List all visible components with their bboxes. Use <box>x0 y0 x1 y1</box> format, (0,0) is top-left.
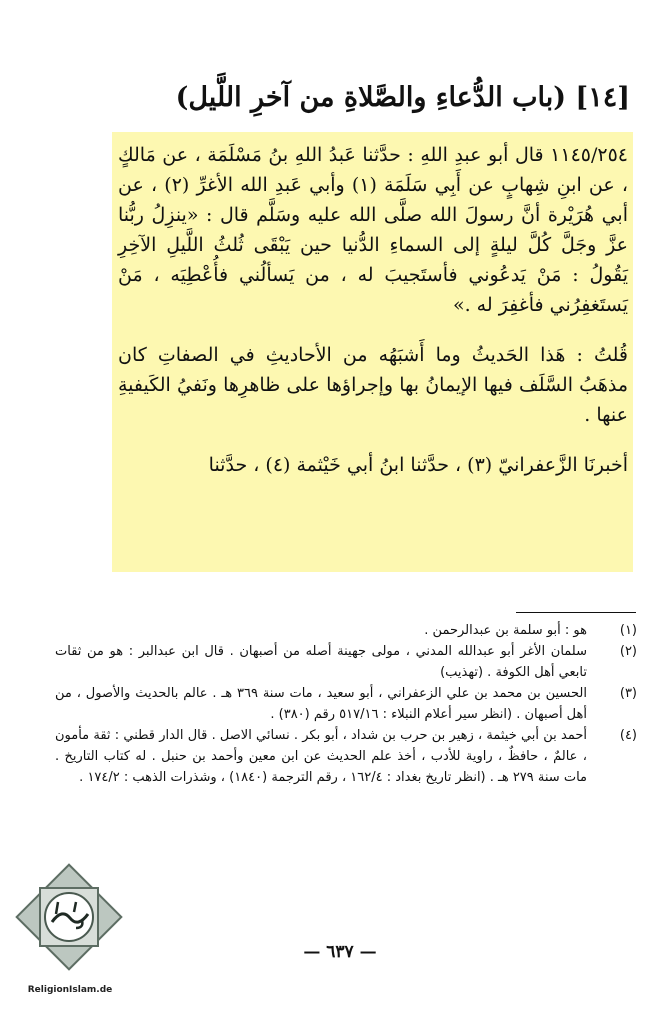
footnote <box>55 641 637 683</box>
footnote-number: (٣) <box>619 686 637 701</box>
footnote-text: سلمان الأغر أبو عبدالله المدني ، مولى جهينة أصله من أصبهان . قال ابن عبدالبر : هو من ثقات تابعي أهل الكوفة . (تهذيب) <box>55 644 587 680</box>
footnote <box>55 620 637 641</box>
footnote-separator <box>516 612 636 613</box>
footnote-text: أحمد بن أبي خيثمة ، زهير بن حرب بن شداد ، أبو بكر . نسائي الاصل . قال الدار قطني : ثقة مأمون ، عالمٌ ، حافظٌ ، راوية للأدب ، أخذ علم الحديث عن ابن معين وأحمد بن حنبل . له كتاب التاريخ . مات سنة ٢٧٩ هـ . (انظر تاريخ بغداد : ١٦٢/٤ ، رقم الترجمة (١٨٤٠) ، وشذرات الذهب : ١٧٤/٢ . <box>55 728 587 785</box>
logo-site-label: ReligionIslam.de <box>27 985 113 995</box>
footnote-number: (٢) <box>619 644 637 659</box>
footnote-number: (١) <box>619 623 637 638</box>
footnote-text: الحسين بن محمد بن علي الزعفراني ، أبو سعيد ، مات سنة ٣٦٩ هـ . عالم بالحديث والأصول ، من أهل أصبهان . (انظر سير أعلام النبلاء : ٥١٧/١٦ رقم (٣٨٠) . <box>55 686 587 722</box>
footnote-number: (٤) <box>619 728 637 743</box>
author-comment: قُلتُ : هَذا الحَديثُ وما أَشبَهُه من الأحاديثِ في الصفاتِ كان مذهَبُ السَّلَف فيها الإيمانُ بها وإجراؤها على ظاهرِها ونَفيُ الكَيفيةِ عنها . <box>118 344 628 426</box>
footnote-text: هو : أبو سلمة بن عبدالرحمن . <box>424 623 587 638</box>
site-logo <box>14 862 124 972</box>
next-isnad: أخبرنَا الزَّعفرانيّ (٣) ، حدَّثنا ابنُ أبي خَيْثمة (٤) ، حدَّثنا <box>208 454 628 476</box>
footnotes <box>55 620 637 788</box>
page-number: — ٦٣٧ — <box>303 942 377 962</box>
footnote <box>55 725 637 788</box>
hadith-text: ١١٤٥/٢٥٤ قال أبو عبدِ اللهِ : حدَّثنا عَبدُ اللهِ بنُ مَسْلَمَة ، عن مَالكٍ ، عن ابنِ شِهابٍ عن أَبِي سَلَمَة (١) وأبي عَبدِ الله الأغرِّ (٢) ، عن أبي هُرَيْرة أنَّ رسولَ الله صلَّى الله عليه وسَلَّم قال : «ينزِلُ ربُّنا عزَّ وجَلَّ كُلَّ ليلةٍ إلى السماءِ الدُّنيا حين يَبْقَى ثُلثُ اللَّيلِ الآخِرِ يَقُولُ : مَنْ يَدعُوني فأستَجيبَ له ، من يَسألُني فأُعْطِيَه ، مَنْ يَستَغفِرُني فأغفِرَ له .» <box>118 144 628 316</box>
chapter-title: [١٤] (باب الدُّعاءِ والصَّلاةِ من آخرِ اللَّيل) <box>175 82 630 113</box>
main-text <box>118 140 628 480</box>
footnote <box>55 683 637 725</box>
